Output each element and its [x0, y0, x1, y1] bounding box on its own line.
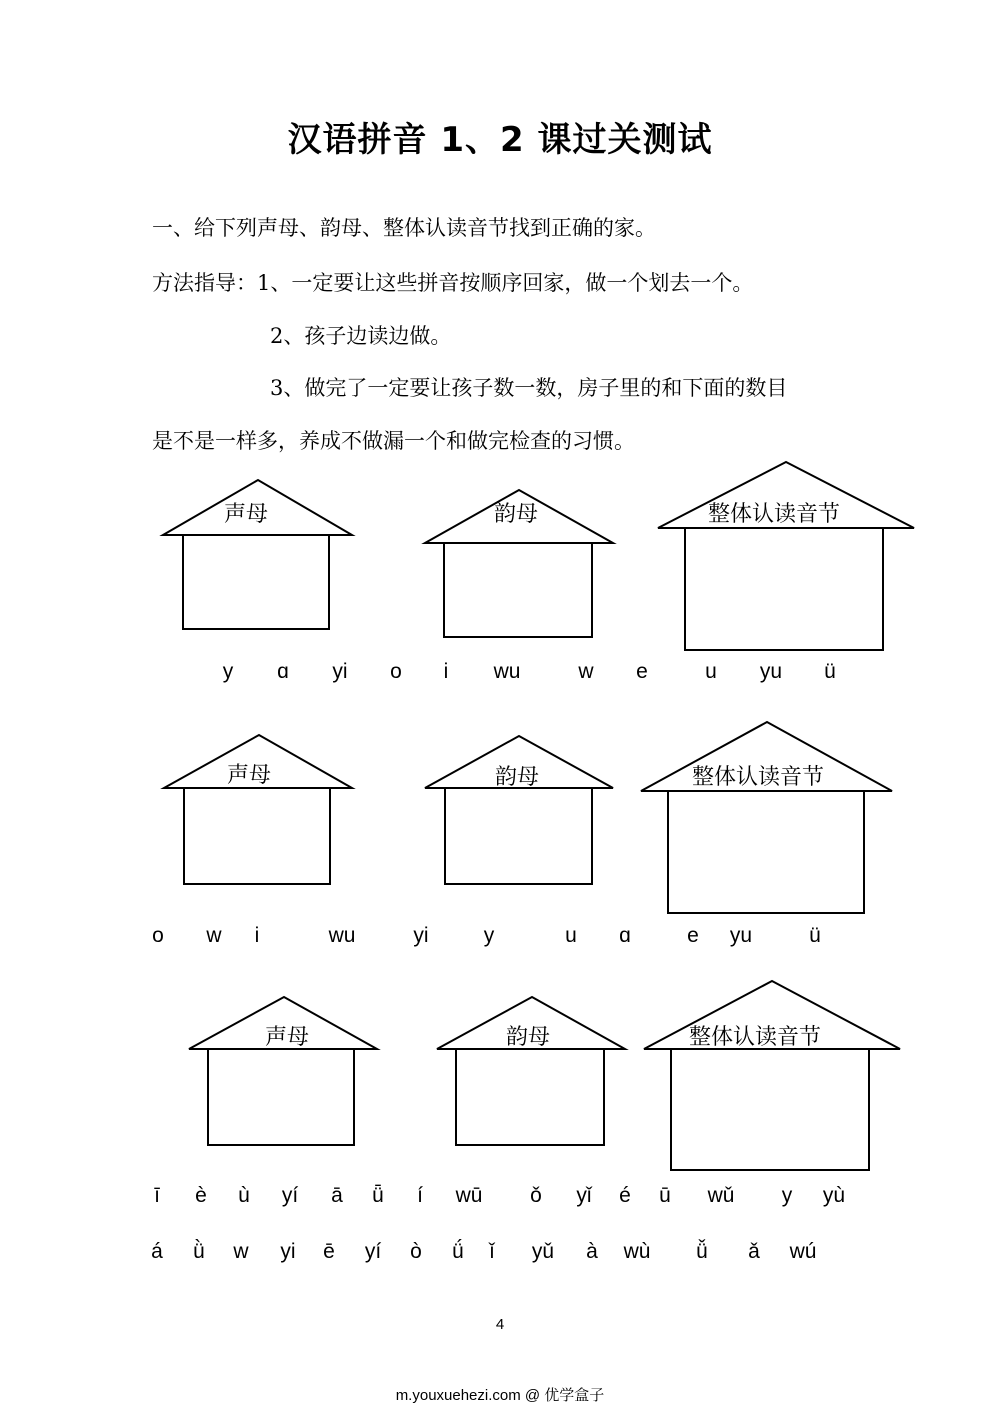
- syllable: yu: [729, 924, 753, 947]
- house-initials-3: [189, 997, 377, 1145]
- syllable: ī: [154, 1184, 160, 1207]
- syllable: yí: [281, 1184, 299, 1207]
- syllable: á: [151, 1240, 163, 1263]
- house-whole-2: [641, 722, 892, 913]
- syllable: yi: [332, 660, 348, 683]
- syllable: i: [443, 660, 449, 683]
- syllable: ǚ: [696, 1240, 708, 1263]
- syllable: yù: [822, 1184, 846, 1207]
- syllable: yǔ: [531, 1240, 555, 1263]
- syllable: ɑ: [619, 924, 631, 947]
- syllable: yi: [280, 1240, 296, 1263]
- syllable: ē: [323, 1240, 335, 1263]
- syllable: ù: [238, 1184, 250, 1207]
- method-guide-3a: 3、做完了一定要让孩子数一数，房子里的和下面的数目: [270, 376, 788, 400]
- syllable: é: [619, 1184, 631, 1207]
- syllable: ü: [809, 924, 821, 947]
- syllable: e: [687, 924, 699, 947]
- house-label-whole-3: 整体认读音节: [688, 1025, 822, 1050]
- syllable: ā: [331, 1184, 343, 1207]
- house-label-initials-3: 声母: [264, 1025, 310, 1050]
- house-finals-2: [425, 736, 613, 884]
- syllable: e: [636, 660, 648, 683]
- syllable: yu: [759, 660, 783, 683]
- syllable: è: [195, 1184, 207, 1207]
- syllable: ǘ: [452, 1240, 464, 1263]
- house-whole-3: [644, 981, 900, 1170]
- syllable: ǒ: [530, 1184, 542, 1207]
- syllable: o: [390, 660, 402, 683]
- syllable: ǐ: [489, 1240, 495, 1263]
- syllable: w: [206, 924, 222, 947]
- syllable: w: [578, 660, 594, 683]
- syllable: ǖ: [372, 1184, 384, 1207]
- method-guide-1: 方法指导：1、一定要让这些拼音按顺序回家，做一个划去一个。: [152, 271, 754, 295]
- syllable: u: [565, 924, 577, 947]
- syllable: yǐ: [576, 1184, 592, 1207]
- syllable: í: [417, 1184, 423, 1207]
- house-initials-2: [164, 735, 352, 884]
- syllable: ǎ: [748, 1240, 760, 1263]
- syllable: wù: [623, 1240, 651, 1263]
- house-whole-1: [658, 462, 914, 650]
- syllable: i: [254, 924, 260, 947]
- syllable: yí: [364, 1240, 382, 1263]
- syllable: y: [781, 1184, 793, 1207]
- method-guide-2: 2、孩子边读边做。: [270, 324, 452, 348]
- page-title: 汉语拼音 1、2 课过关测试: [287, 120, 713, 160]
- syllable: u: [705, 660, 717, 683]
- syllable: ɑ: [277, 660, 289, 683]
- page-number: 4: [495, 1316, 505, 1333]
- house-label-finals-3: 韵母: [505, 1025, 551, 1050]
- method-guide-3b: 是不是一样多，养成不做漏一个和做完检查的习惯。: [152, 429, 635, 453]
- syllable: wǔ: [707, 1184, 735, 1207]
- house-label-whole-1: 整体认读音节: [707, 502, 841, 527]
- syllable: y: [222, 660, 234, 683]
- house-label-initials-1: 声母: [223, 502, 269, 527]
- syllable: yi: [413, 924, 429, 947]
- syllable: wu: [493, 660, 521, 683]
- house-label-initials-2: 声母: [226, 763, 272, 788]
- house-label-finals-1: 韵母: [493, 502, 539, 527]
- syllable: ǜ: [193, 1240, 205, 1263]
- question-1: 一、给下列声母、韵母、整体认读音节找到正确的家。: [152, 216, 656, 240]
- syllable: ū: [659, 1184, 671, 1207]
- syllable: o: [152, 924, 164, 947]
- syllable: ò: [410, 1240, 422, 1263]
- syllable: à: [586, 1240, 598, 1263]
- house-finals-3: [437, 997, 625, 1145]
- syllable: y: [483, 924, 495, 947]
- house-label-whole-2: 整体认读音节: [691, 765, 825, 790]
- syllable: ü: [824, 660, 836, 683]
- syllable: wū: [455, 1184, 483, 1207]
- syllable: wu: [328, 924, 356, 947]
- house-label-finals-2: 韵母: [494, 765, 540, 790]
- syllable: w: [233, 1240, 249, 1263]
- syllable: wú: [789, 1240, 817, 1263]
- footer-watermark: m.youxuehezi.com @ 优学盒子: [395, 1387, 605, 1404]
